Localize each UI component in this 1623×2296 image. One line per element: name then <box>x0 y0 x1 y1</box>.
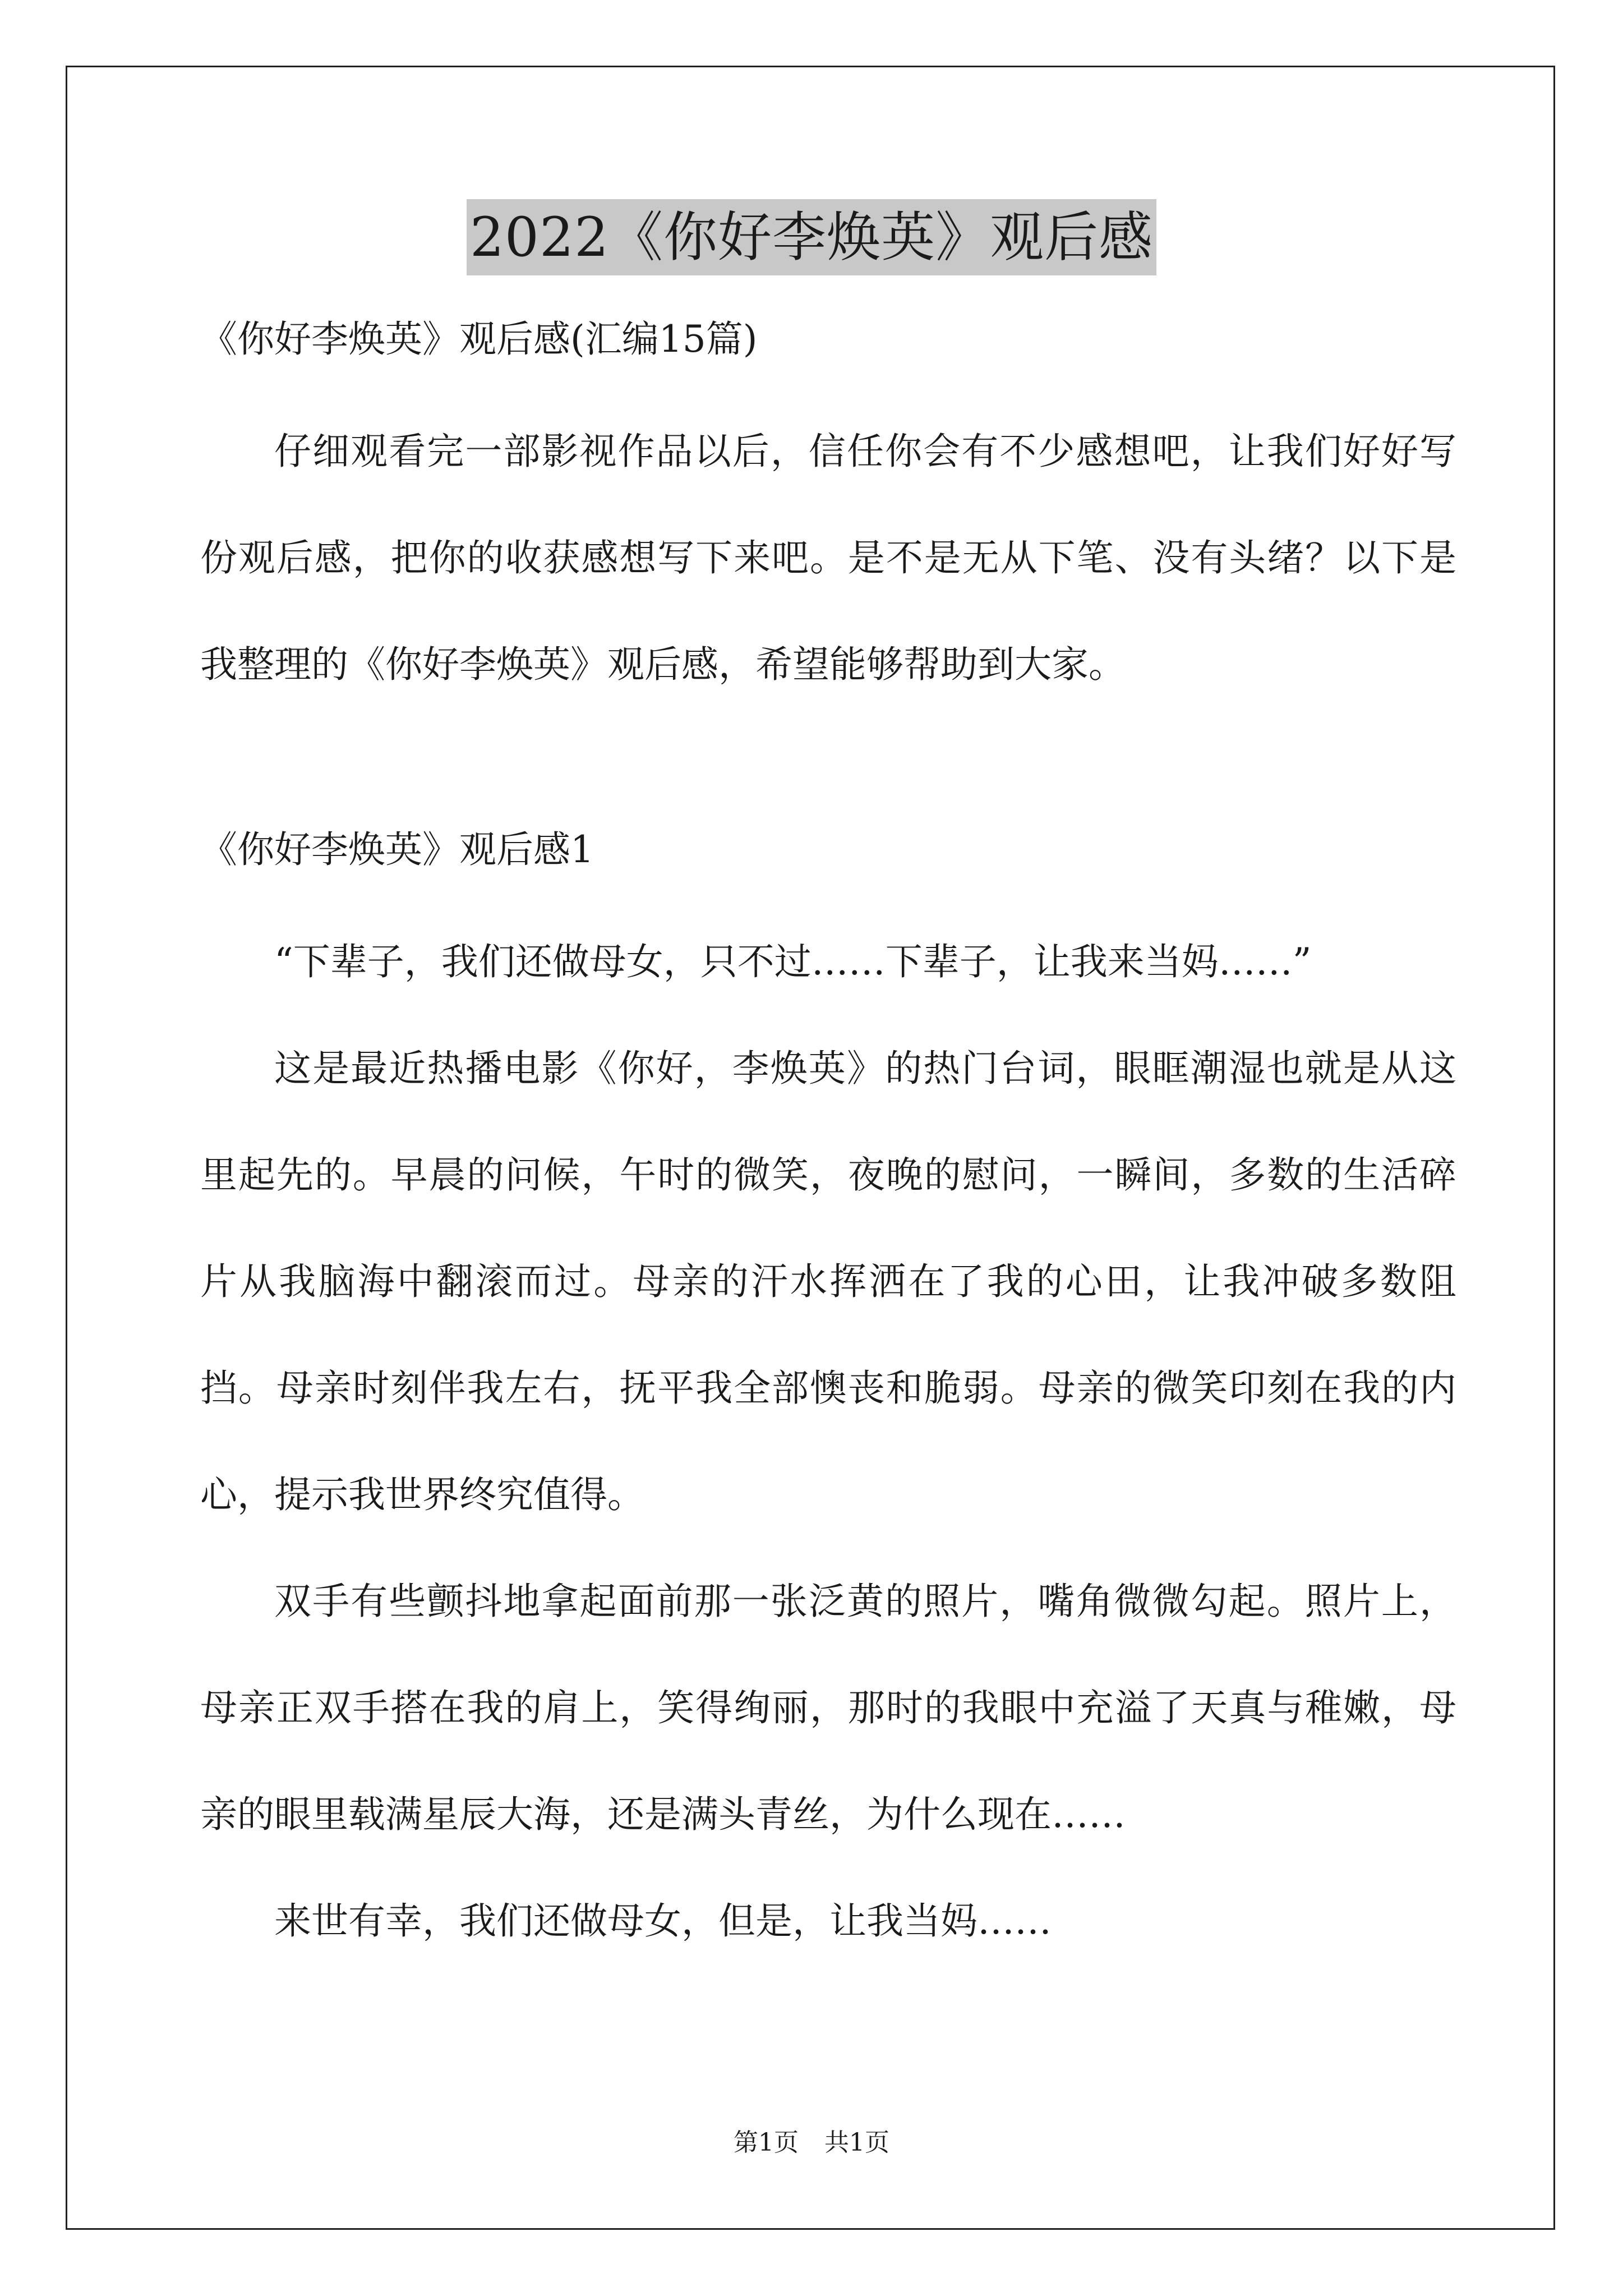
title-container <box>0 199 1623 275</box>
page-number: 第1页 <box>734 2128 799 2157</box>
intro-paragraph: 仔细观看完一部影视作品以后，信任你会有不少感想吧，让我们好好写份观后感，把你的收获感想写下来吧。是不是无从下笔、没有头绪？以下是我整理的《你好李焕英》观后感，希望能够帮助到大家。 <box>200 430 1456 686</box>
document-subtitle: 《你好李焕英》观后感(汇编15篇) <box>200 318 758 361</box>
body-paragraph: 来世有幸，我们还做母女，但是，让我当妈…… <box>274 1899 1052 1943</box>
section-spacer <box>200 718 1456 813</box>
body-paragraph: 双手有些颤抖地拿起面前那一张泛黄的照片，嘴角微微勾起。照片上，母亲正双手搭在我的肩上，笑得绚丽，那时的我眼中充溢了天真与稚嫩，母亲的眼里载满星辰大海，还是满头青丝，为什么现在…… <box>200 1580 1456 1836</box>
section-heading: 《你好李焕英》观后感1 <box>200 828 594 871</box>
page-footer <box>0 2126 1623 2160</box>
document-body <box>200 303 1456 1975</box>
body-paragraph: 这是最近热播电影《你好，李焕英》的热门台词，眼眶潮湿也就是从这里起先的。早晨的问候，午时的微笑，夜晚的慰问，一瞬间，多数的生活碎片从我脑海中翻滚而过。母亲的汗水挥洒在了我的心田，让我冲破多数阻挡。母亲时刻伴我左右，抚平我全部懊丧和脆弱。母亲的微笑印刻在我的内心，提示我世界终究值得。 <box>200 1047 1456 1516</box>
body-paragraph: “下辈子，我们还做母女，只不过……下辈子，让我来当妈……” <box>274 940 1312 983</box>
document-title: 2022《你好李焕英》观后感 <box>467 199 1156 275</box>
page-total: 共1页 <box>824 2128 889 2157</box>
